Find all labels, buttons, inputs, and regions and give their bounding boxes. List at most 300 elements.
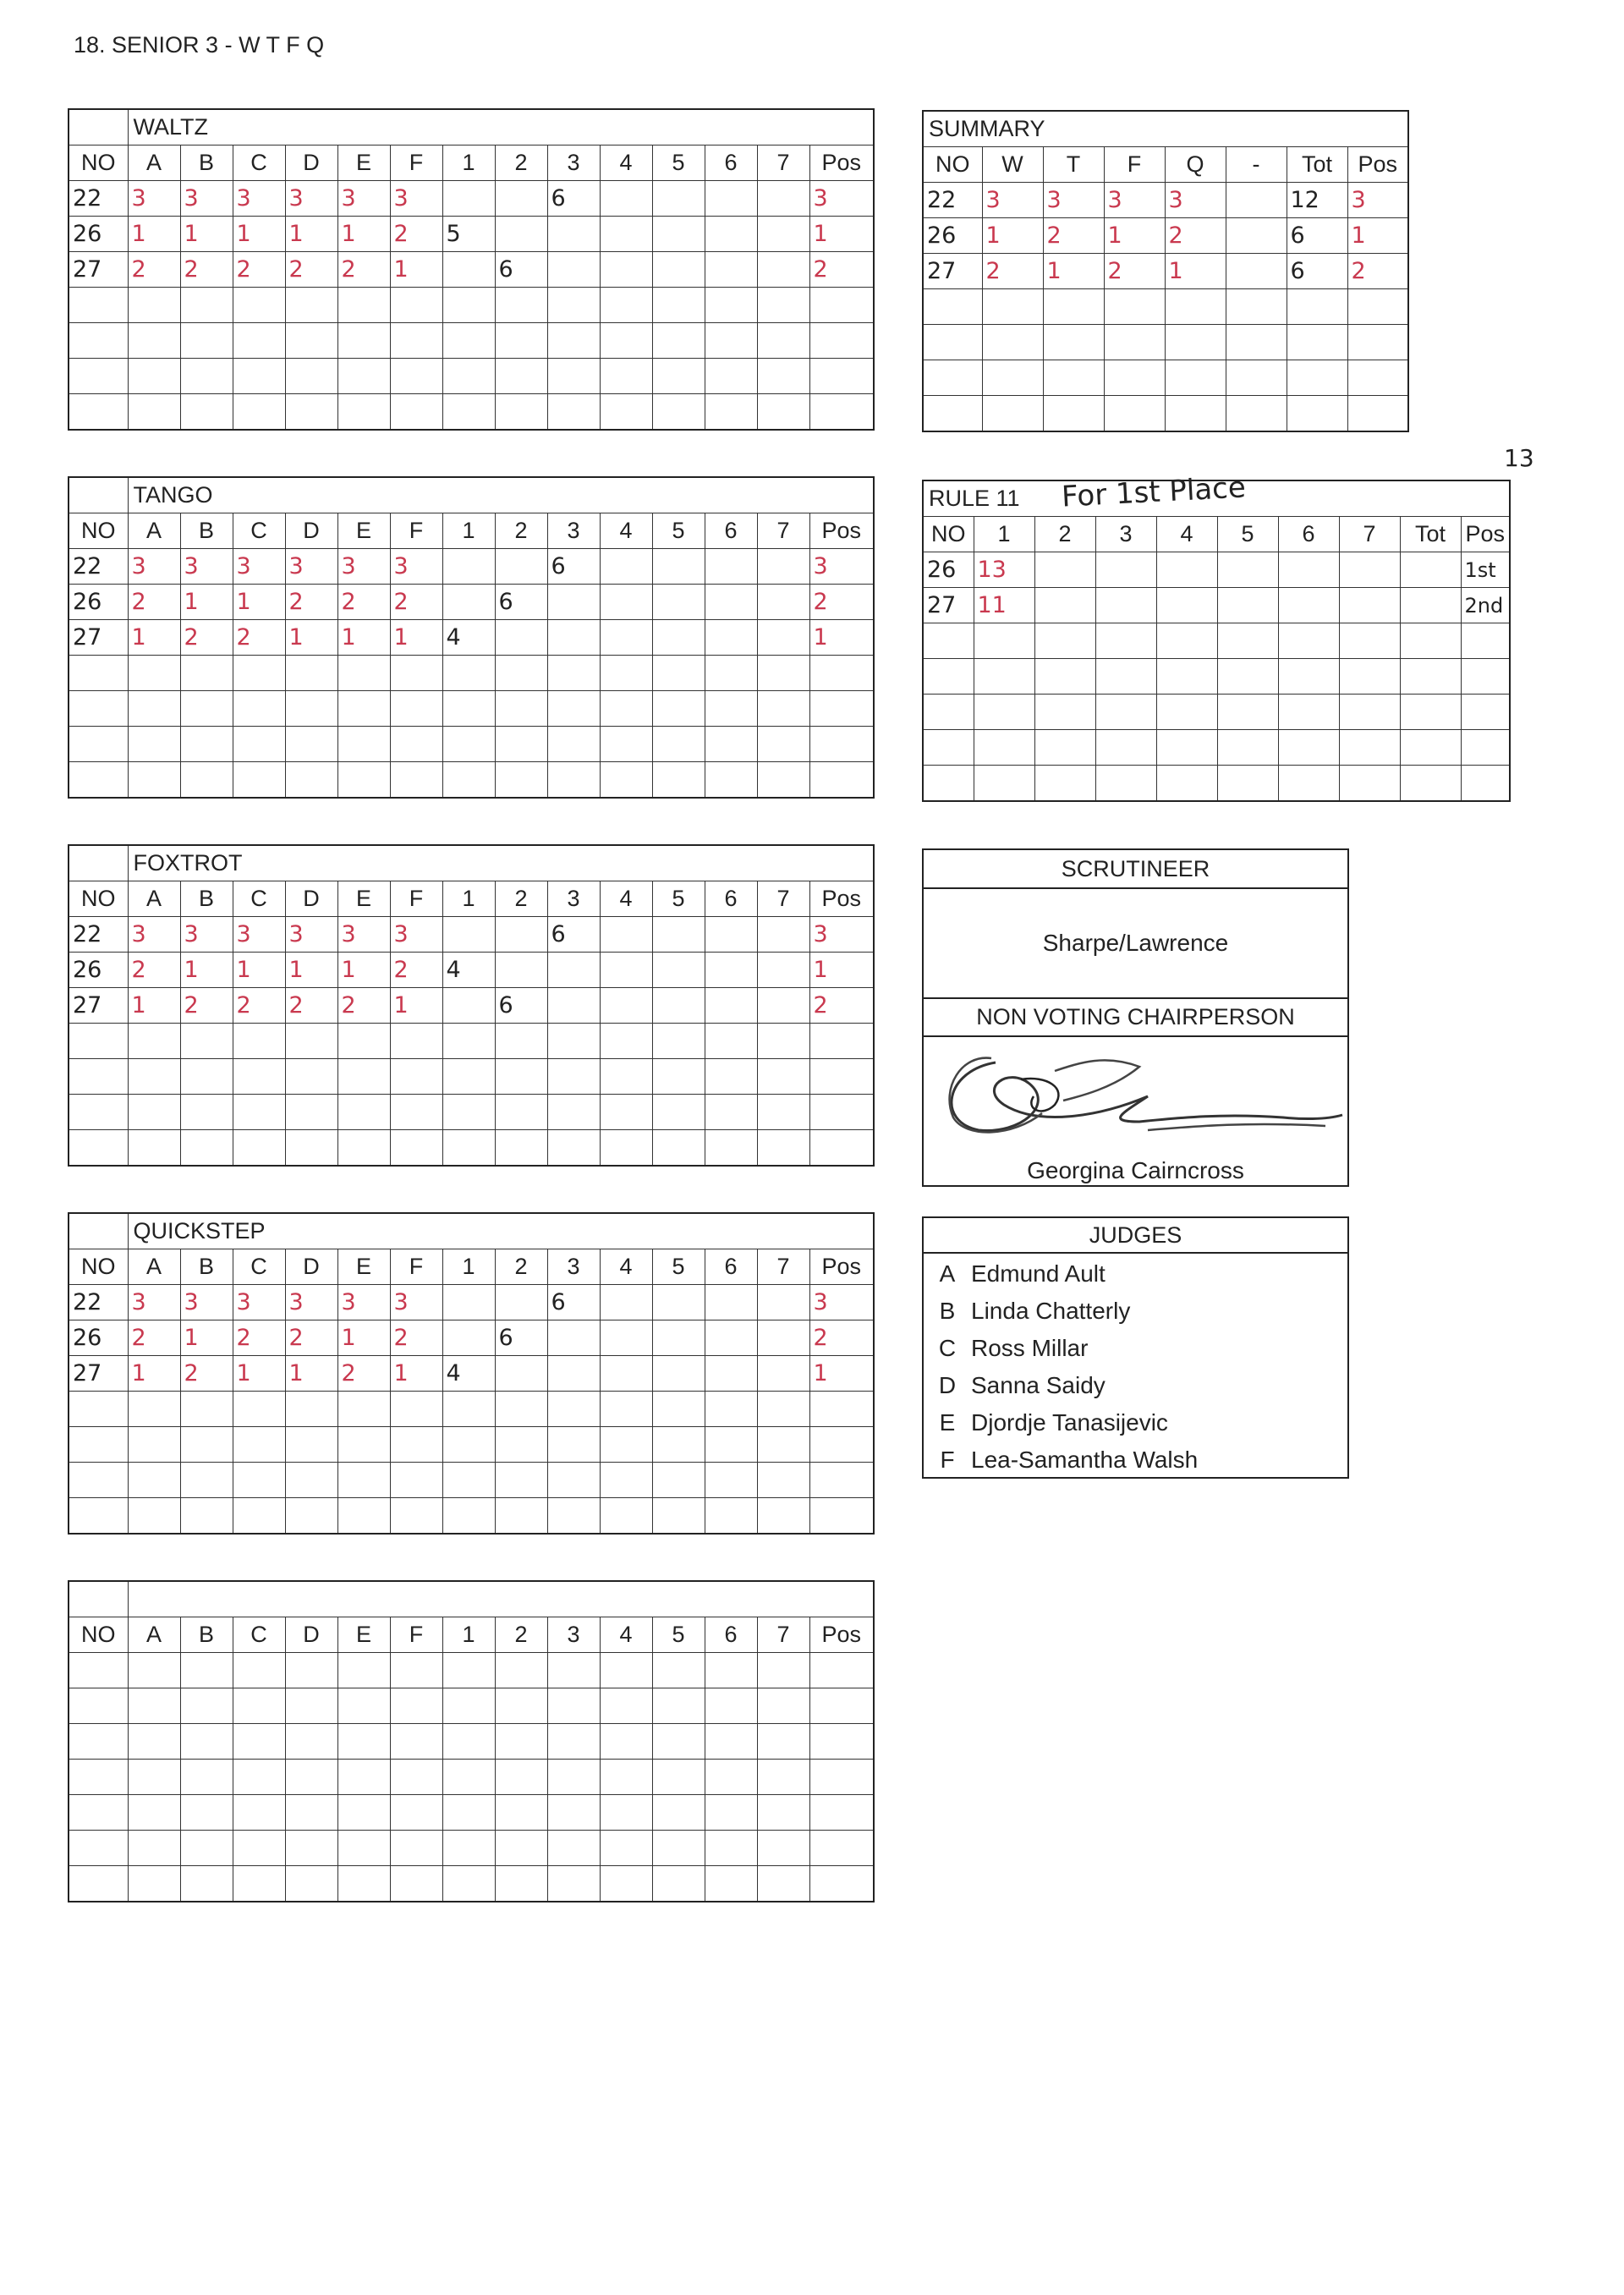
summary-cell: 2 — [1104, 254, 1165, 289]
mark-cell: 3 — [337, 549, 390, 585]
mark-cell: 3 — [390, 549, 442, 585]
empty-cell — [1156, 623, 1217, 659]
summary-cell: 6 — [1287, 254, 1347, 289]
mark-cell — [600, 252, 652, 288]
column-header: D — [285, 881, 337, 917]
mark-cell — [705, 1356, 757, 1392]
table-row — [69, 1356, 874, 1392]
empty-cell — [180, 1392, 233, 1427]
column-header: F — [390, 513, 442, 549]
summary-cell: 1 — [982, 218, 1043, 254]
empty-cell — [652, 1130, 705, 1167]
empty-cell — [233, 1095, 285, 1130]
mark-cell — [705, 1285, 757, 1320]
empty-cell — [1278, 623, 1339, 659]
empty-cell — [337, 394, 390, 431]
empty-cell — [809, 1427, 874, 1463]
column-header: 3 — [547, 881, 600, 917]
rule11-cell — [1400, 552, 1461, 588]
column-header: B — [180, 1617, 233, 1653]
empty-cell — [1095, 623, 1156, 659]
empty-cell — [495, 762, 547, 799]
empty-cell — [442, 691, 495, 727]
table-row — [69, 1392, 874, 1427]
mark-cell: 1 — [128, 988, 180, 1024]
empty-cell — [390, 1095, 442, 1130]
table-row — [69, 1095, 874, 1130]
table-row — [69, 1688, 874, 1724]
empty-cell — [652, 323, 705, 359]
empty-cell — [982, 360, 1043, 396]
column-header: F — [390, 1617, 442, 1653]
mark-cell: 3 — [337, 1285, 390, 1320]
empty-cell — [390, 1463, 442, 1498]
empty-cell — [337, 288, 390, 323]
mark-cell — [757, 1356, 809, 1392]
empty-cell — [1347, 360, 1408, 396]
summary-cell: 6 — [1287, 218, 1347, 254]
empty-cell — [600, 394, 652, 431]
empty-cell — [390, 656, 442, 691]
empty-cell — [547, 1130, 600, 1167]
empty-cell — [652, 394, 705, 431]
empty-cell — [442, 656, 495, 691]
empty-cell — [1287, 289, 1347, 325]
column-header: 1 — [442, 513, 495, 549]
empty-cell — [285, 1866, 337, 1902]
empty-cell — [442, 1059, 495, 1095]
empty-cell — [757, 1866, 809, 1902]
empty-cell — [442, 1760, 495, 1795]
summary-cell: 1 — [1165, 254, 1226, 289]
mark-cell — [495, 217, 547, 252]
column-header: E — [337, 145, 390, 181]
empty-cell — [233, 1831, 285, 1866]
mark-cell: 6 — [495, 988, 547, 1024]
column-header: Pos — [1347, 147, 1408, 183]
column-header: Tot — [1400, 517, 1461, 552]
empty-cell — [69, 691, 128, 727]
empty-cell — [390, 1024, 442, 1059]
mark-cell — [757, 217, 809, 252]
empty-cell — [547, 656, 600, 691]
column-header: 6 — [705, 1617, 757, 1653]
mark-cell: 3 — [128, 917, 180, 953]
empty-cell — [128, 1866, 180, 1902]
empty-cell — [547, 1688, 600, 1724]
couple-number: 22 — [69, 181, 128, 217]
table-row — [69, 656, 874, 691]
empty-cell — [547, 1463, 600, 1498]
column-header: Pos — [809, 1249, 874, 1285]
mark-cell — [495, 181, 547, 217]
empty-cell — [600, 1724, 652, 1760]
mark-cell — [652, 585, 705, 620]
mark-cell — [495, 1285, 547, 1320]
empty-cell — [69, 1059, 128, 1095]
empty-cell — [337, 1392, 390, 1427]
empty-cell — [809, 1463, 874, 1498]
mark-cell — [547, 585, 600, 620]
empty-cell — [128, 1463, 180, 1498]
empty-cell — [652, 1866, 705, 1902]
empty-cell — [1461, 730, 1510, 766]
empty-cell — [600, 762, 652, 799]
empty-cell — [69, 1024, 128, 1059]
empty-cell — [233, 1724, 285, 1760]
column-header: E — [337, 513, 390, 549]
judge-row — [924, 1404, 1347, 1441]
empty-cell — [600, 1392, 652, 1427]
judge-letter: E — [939, 1409, 956, 1436]
mark-cell: 1 — [285, 217, 337, 252]
empty-cell — [1287, 325, 1347, 360]
empty-cell — [337, 1653, 390, 1688]
empty-cell — [1104, 325, 1165, 360]
empty-cell — [652, 1724, 705, 1760]
position-cell: 1 — [809, 217, 874, 252]
mark-cell: 2 — [285, 585, 337, 620]
empty-cell — [128, 1392, 180, 1427]
mark-cell — [757, 252, 809, 288]
empty-cell — [128, 762, 180, 799]
empty-cell — [69, 359, 128, 394]
position-cell: 1 — [809, 620, 874, 656]
empty-cell — [809, 1095, 874, 1130]
summary-cell: 3 — [1043, 183, 1104, 218]
mark-cell — [757, 620, 809, 656]
empty-cell — [1095, 766, 1156, 802]
judge-name: Linda Chatterly — [971, 1298, 1131, 1324]
mark-cell: 2 — [337, 252, 390, 288]
empty-cell — [705, 1392, 757, 1427]
column-header: 7 — [757, 145, 809, 181]
column-header: 7 — [1339, 517, 1400, 552]
column-header: 3 — [1095, 517, 1156, 552]
mark-cell: 2 — [390, 1320, 442, 1356]
mark-cell: 3 — [233, 917, 285, 953]
empty-cell — [1034, 730, 1095, 766]
mark-cell: 1 — [233, 953, 285, 988]
corner-cell — [69, 477, 128, 513]
column-header: 3 — [547, 1249, 600, 1285]
waltz-table — [68, 108, 875, 431]
position-cell: 2 — [809, 252, 874, 288]
table-row — [69, 1866, 874, 1902]
empty-cell — [809, 727, 874, 762]
empty-cell — [547, 1392, 600, 1427]
empty-cell — [180, 1130, 233, 1167]
empty-cell — [128, 1498, 180, 1535]
mark-cell: 3 — [285, 917, 337, 953]
mark-cell: 2 — [285, 988, 337, 1024]
empty-cell — [1339, 659, 1400, 695]
table-row — [69, 762, 874, 799]
empty-cell — [1217, 623, 1278, 659]
rule11-cell — [1095, 552, 1156, 588]
mark-cell: 1 — [128, 217, 180, 252]
mark-cell — [442, 585, 495, 620]
empty-cell — [180, 1059, 233, 1095]
mark-cell: 3 — [233, 549, 285, 585]
empty-cell — [180, 1688, 233, 1724]
mark-cell: 1 — [390, 252, 442, 288]
empty-cell — [600, 691, 652, 727]
empty-cell — [600, 1024, 652, 1059]
empty-cell — [337, 1463, 390, 1498]
column-header: NO — [69, 1249, 128, 1285]
empty-cell — [495, 1866, 547, 1902]
empty-cell — [923, 360, 982, 396]
mark-cell — [547, 988, 600, 1024]
empty-cell — [1400, 730, 1461, 766]
column-header: NO — [69, 1617, 128, 1653]
couple-number: 27 — [69, 252, 128, 288]
mark-cell — [600, 585, 652, 620]
mark-cell: 2 — [337, 1356, 390, 1392]
empty-cell — [233, 1392, 285, 1427]
scrutineer-title: SCRUTINEER — [924, 850, 1347, 889]
empty-cell — [285, 1392, 337, 1427]
empty-cell — [285, 1024, 337, 1059]
judge-name: Lea-Samantha Walsh — [971, 1447, 1199, 1473]
empty-cell — [495, 1653, 547, 1688]
rule11-table — [922, 480, 1511, 802]
empty-cell — [1278, 766, 1339, 802]
empty-cell — [809, 1130, 874, 1167]
empty-cell — [974, 623, 1034, 659]
column-header: T — [1043, 147, 1104, 183]
empty-cell — [705, 727, 757, 762]
empty-cell — [705, 1130, 757, 1167]
empty-cell — [233, 1653, 285, 1688]
table-row — [923, 659, 1510, 695]
empty-cell — [652, 691, 705, 727]
empty-cell — [337, 1688, 390, 1724]
empty-cell — [1339, 766, 1400, 802]
empty-cell — [547, 1095, 600, 1130]
empty-cell — [442, 1724, 495, 1760]
table-row — [69, 394, 874, 431]
rule11-cell — [1034, 588, 1095, 623]
empty-cell — [809, 288, 874, 323]
rule11-cell — [1339, 588, 1400, 623]
table-row — [69, 1130, 874, 1167]
mark-cell — [600, 1356, 652, 1392]
column-header: D — [285, 513, 337, 549]
empty-cell — [390, 394, 442, 431]
table-row — [69, 1320, 874, 1356]
empty-cell — [809, 691, 874, 727]
mark-cell: 3 — [233, 1285, 285, 1320]
empty-cell — [390, 1427, 442, 1463]
column-header: F — [390, 1249, 442, 1285]
signature-area — [924, 1037, 1347, 1188]
empty-cell — [923, 623, 974, 659]
empty-cell — [233, 1427, 285, 1463]
empty-cell — [705, 288, 757, 323]
empty-cell — [285, 1724, 337, 1760]
mark-cell: 2 — [180, 620, 233, 656]
empty-cell — [923, 659, 974, 695]
empty-cell — [337, 1760, 390, 1795]
empty-cell — [809, 762, 874, 799]
mark-cell: 2 — [233, 1320, 285, 1356]
empty-cell — [809, 394, 874, 431]
summary-cell: 3 — [982, 183, 1043, 218]
empty-cell — [600, 727, 652, 762]
empty-cell — [442, 1688, 495, 1724]
judge-row — [924, 1367, 1347, 1404]
column-header: A — [128, 1249, 180, 1285]
summary-cell: 1 — [1104, 218, 1165, 254]
empty-cell — [285, 1795, 337, 1831]
empty-cell — [495, 691, 547, 727]
column-header: B — [180, 145, 233, 181]
empty-cell — [442, 727, 495, 762]
mark-cell: 3 — [180, 549, 233, 585]
empty-cell — [69, 1831, 128, 1866]
empty-cell — [390, 1498, 442, 1535]
column-header: NO — [69, 881, 128, 917]
mark-cell — [442, 988, 495, 1024]
empty-cell — [1156, 695, 1217, 730]
empty-cell — [1339, 730, 1400, 766]
judge-letter: B — [939, 1298, 956, 1324]
table-row — [923, 183, 1408, 218]
empty-cell — [982, 325, 1043, 360]
empty-cell — [547, 288, 600, 323]
empty-cell — [757, 727, 809, 762]
mark-cell: 1 — [180, 1320, 233, 1356]
empty-cell — [128, 288, 180, 323]
judge-letter: D — [938, 1372, 957, 1398]
empty-cell — [705, 1653, 757, 1688]
empty-cell — [337, 1427, 390, 1463]
rule11-title: RULE 11 — [923, 480, 1510, 517]
empty-cell — [128, 1653, 180, 1688]
position-cell: 1 — [809, 953, 874, 988]
table-row — [923, 552, 1510, 588]
empty-cell — [757, 1059, 809, 1095]
empty-cell — [180, 691, 233, 727]
column-header: Pos — [1461, 517, 1510, 552]
empty-cell — [495, 1427, 547, 1463]
empty-cell — [285, 288, 337, 323]
signature-image — [928, 1037, 1351, 1147]
mark-cell: 3 — [128, 549, 180, 585]
empty-cell — [69, 1795, 128, 1831]
empty-cell — [705, 1059, 757, 1095]
mark-cell: 5 — [442, 217, 495, 252]
empty-cell — [442, 1463, 495, 1498]
couple-number: 27 — [69, 1356, 128, 1392]
empty-cell — [547, 1498, 600, 1535]
empty-cell — [495, 1095, 547, 1130]
mark-cell: 1 — [337, 217, 390, 252]
mark-cell — [600, 1285, 652, 1320]
column-header: C — [233, 1617, 285, 1653]
empty-cell — [757, 1095, 809, 1130]
mark-cell: 3 — [180, 181, 233, 217]
couple-number: 26 — [923, 218, 982, 254]
column-header: 2 — [495, 1249, 547, 1285]
mark-cell: 6 — [495, 585, 547, 620]
chairperson-name: Georgina Cairncross — [1027, 1157, 1244, 1183]
empty-cell — [337, 1795, 390, 1831]
mark-cell: 3 — [337, 181, 390, 217]
table-row — [69, 1285, 874, 1320]
empty-cell — [69, 1724, 128, 1760]
empty-cell — [809, 1866, 874, 1902]
empty-cell — [180, 359, 233, 394]
empty-cell — [128, 1831, 180, 1866]
empty-cell — [974, 695, 1034, 730]
couple-number: 27 — [923, 254, 982, 289]
summary-cell: 2 — [1347, 254, 1408, 289]
empty-cell — [128, 1024, 180, 1059]
column-header: E — [337, 1617, 390, 1653]
table-row — [69, 1831, 874, 1866]
empty-cell — [600, 1653, 652, 1688]
empty-cell — [128, 1724, 180, 1760]
empty-cell — [1156, 766, 1217, 802]
empty-cell — [337, 1724, 390, 1760]
table-row — [69, 288, 874, 323]
couple-number: 26 — [69, 217, 128, 252]
empty-cell — [757, 691, 809, 727]
judge-row — [924, 1255, 1347, 1293]
table-row — [69, 620, 874, 656]
table-row — [69, 1463, 874, 1498]
mark-cell — [652, 252, 705, 288]
summary-cell: 2 — [982, 254, 1043, 289]
empty-cell — [390, 359, 442, 394]
empty-cell — [1043, 396, 1104, 432]
empty-cell — [1278, 695, 1339, 730]
mark-cell: 2 — [180, 1356, 233, 1392]
mark-cell — [705, 620, 757, 656]
empty-cell — [390, 1653, 442, 1688]
column-header: E — [337, 881, 390, 917]
judge-letter: F — [940, 1447, 955, 1473]
empty-cell — [180, 1795, 233, 1831]
mark-cell — [600, 917, 652, 953]
position-cell: 2 — [809, 585, 874, 620]
mark-cell: 1 — [337, 620, 390, 656]
column-header: Pos — [809, 881, 874, 917]
judges-title: JUDGES — [924, 1218, 1347, 1254]
empty-cell — [600, 1831, 652, 1866]
column-header: A — [128, 881, 180, 917]
empty-cell — [757, 762, 809, 799]
column-header: 5 — [652, 1617, 705, 1653]
mark-cell — [547, 252, 600, 288]
column-header: 5 — [1217, 517, 1278, 552]
empty-cell — [337, 1831, 390, 1866]
rule11-cell: 13 — [974, 552, 1034, 588]
empty-cell — [652, 1059, 705, 1095]
mark-cell: 1 — [180, 217, 233, 252]
empty-cell — [547, 359, 600, 394]
empty-cell — [652, 1095, 705, 1130]
empty-cell — [547, 1866, 600, 1902]
mark-cell: 3 — [390, 1285, 442, 1320]
mark-cell: 2 — [128, 953, 180, 988]
mark-cell — [757, 181, 809, 217]
empty-cell — [705, 394, 757, 431]
mark-cell: 3 — [285, 549, 337, 585]
